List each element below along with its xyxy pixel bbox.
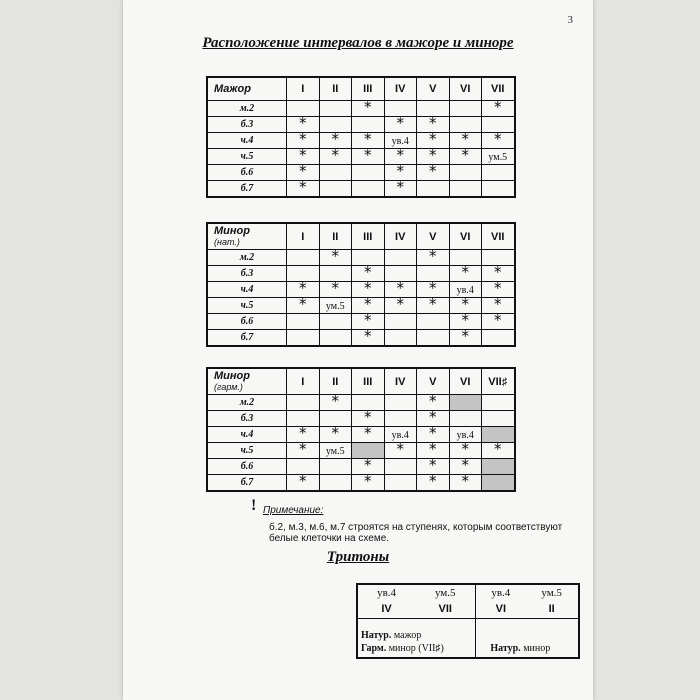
interval-label: б.6	[207, 314, 287, 330]
asterisk-mark: *	[299, 424, 307, 442]
interval-cell	[319, 443, 352, 459]
interval-cell	[319, 165, 352, 181]
degree-header: I	[287, 77, 320, 101]
asterisk-mark: *	[364, 424, 372, 442]
interval-cell	[352, 146, 385, 165]
tritones-table	[356, 583, 580, 659]
tritones-title: Тритоны	[326, 549, 390, 565]
interval-cell	[352, 165, 385, 181]
degree-header: I	[287, 223, 320, 250]
table-row	[207, 149, 515, 165]
asterisk-mark: *	[461, 130, 469, 148]
asterisk-mark: *	[364, 279, 372, 297]
asterisk-mark: *	[364, 98, 372, 116]
interval-cell	[449, 327, 482, 347]
tritone-right-footer	[476, 619, 579, 659]
tritone-natural-minor-label: минор	[520, 643, 551, 654]
interval-cell	[319, 298, 352, 314]
asterisk-mark: *	[299, 295, 307, 313]
interval-cell	[319, 279, 352, 298]
asterisk-mark: *	[429, 279, 437, 297]
asterisk-mark: *	[299, 162, 307, 180]
cell-text: ум.5	[325, 445, 345, 457]
table-header	[207, 223, 287, 250]
interval-label: б.7	[207, 181, 287, 198]
interval-cell	[384, 250, 417, 266]
interval-cell	[287, 314, 320, 330]
degree-header: VI	[449, 368, 482, 395]
interval-cell	[319, 392, 352, 411]
asterisk-mark: *	[494, 98, 502, 116]
asterisk-mark: *	[364, 472, 372, 490]
tritone-degree: IV	[381, 603, 392, 615]
asterisk-mark: *	[396, 146, 404, 164]
tritone-degree: VI	[495, 603, 507, 615]
interval-cell	[417, 472, 450, 492]
cell-text: ум.5	[488, 151, 508, 163]
degree-header: III	[352, 368, 385, 395]
interval-cell	[417, 181, 450, 198]
degree-header: VI	[449, 77, 482, 101]
interval-cell	[352, 181, 385, 198]
asterisk-mark: *	[331, 130, 339, 148]
asterisk-mark: *	[396, 114, 404, 132]
asterisk-mark: *	[331, 146, 339, 164]
interval-label: б.6	[207, 165, 287, 181]
interval-cell	[449, 411, 482, 427]
interval-cell	[449, 263, 482, 282]
asterisk-mark: *	[429, 440, 437, 458]
asterisk-mark: *	[396, 440, 404, 458]
interval-cell	[352, 327, 385, 347]
interval-cell	[319, 475, 352, 492]
interval-cell	[319, 101, 352, 117]
interval-cell	[482, 181, 515, 198]
table-row	[207, 101, 515, 117]
interval-label: ч.5	[207, 149, 287, 165]
degree-header: VII♯	[482, 368, 515, 395]
cell-text: ув.4	[456, 284, 474, 296]
tritone-interval: ум.5	[415, 584, 476, 601]
table-row	[207, 330, 515, 347]
interval-cell	[482, 311, 515, 330]
asterisk-mark: *	[331, 279, 339, 297]
asterisk-mark: *	[429, 295, 437, 313]
interval-cell	[287, 330, 320, 347]
interval-cell	[352, 424, 385, 443]
asterisk-mark: *	[429, 456, 437, 474]
interval-cell	[449, 165, 482, 181]
asterisk-mark: *	[396, 178, 404, 196]
asterisk-mark: *	[396, 162, 404, 180]
asterisk-mark: *	[461, 472, 469, 490]
asterisk-mark: *	[299, 472, 307, 490]
interval-cell	[287, 250, 320, 266]
asterisk-mark: *	[331, 392, 339, 410]
asterisk-mark: *	[494, 263, 502, 281]
asterisk-mark: *	[429, 408, 437, 426]
asterisk-mark: *	[364, 295, 372, 313]
interval-cell	[417, 314, 450, 330]
cell-text: ув.4	[456, 429, 474, 441]
interval-cell	[482, 440, 515, 459]
asterisk-mark: *	[429, 247, 437, 265]
degree-header: VII	[482, 223, 515, 250]
table-row	[207, 395, 515, 411]
table-row	[207, 165, 515, 181]
asterisk-mark: *	[364, 456, 372, 474]
table-row	[207, 411, 515, 427]
page-title: Расположение интервалов в мажоре и миноре	[202, 35, 514, 51]
page-number: 3	[567, 14, 573, 26]
asterisk-mark: *	[494, 130, 502, 148]
degree-header: V	[417, 223, 450, 250]
asterisk-mark: *	[396, 279, 404, 297]
table-row	[207, 475, 515, 492]
degree-header: III	[352, 223, 385, 250]
asterisk-mark: *	[429, 392, 437, 410]
interval-cell	[319, 314, 352, 330]
interval-cell	[384, 314, 417, 330]
interval-cell	[352, 98, 385, 117]
asterisk-mark: *	[331, 424, 339, 442]
interval-cell	[384, 411, 417, 427]
degree-header: III	[352, 77, 385, 101]
interval-cell	[287, 395, 320, 411]
asterisk-mark: *	[299, 146, 307, 164]
interval-cell	[384, 440, 417, 459]
interval-cell	[417, 330, 450, 347]
interval-label: б.7	[207, 475, 287, 492]
interval-cell	[482, 475, 515, 492]
asterisk-mark: *	[299, 114, 307, 132]
interval-cell	[384, 459, 417, 475]
interval-label: м.2	[207, 101, 287, 117]
interval-cell	[482, 411, 515, 427]
asterisk-mark: *	[299, 440, 307, 458]
tritone-harmonic-label: Гарм.	[361, 643, 387, 654]
tritone-degree: II	[548, 603, 555, 615]
document-page	[123, 0, 593, 700]
asterisk-mark: *	[364, 327, 372, 345]
asterisk-mark: *	[364, 263, 372, 281]
asterisk-mark: *	[494, 440, 502, 458]
table-header	[207, 77, 287, 101]
degree-header: IV	[384, 368, 417, 395]
interval-label: ч.4	[207, 427, 287, 443]
interval-cell	[482, 459, 515, 475]
asterisk-mark: *	[429, 146, 437, 164]
asterisk-mark: *	[461, 440, 469, 458]
degree-header: V	[417, 368, 450, 395]
interval-table-2	[206, 222, 516, 347]
interval-cell	[319, 247, 352, 266]
asterisk-mark: *	[461, 311, 469, 329]
table-header-label: Мажор	[214, 82, 251, 95]
interval-cell	[319, 146, 352, 165]
asterisk-mark: *	[461, 263, 469, 281]
interval-cell	[482, 395, 515, 411]
table-row	[207, 181, 515, 198]
tritone-left-footer	[357, 619, 476, 659]
note-title: Примечание:	[263, 505, 324, 516]
asterisk-mark: *	[429, 424, 437, 442]
interval-table-1	[206, 76, 516, 198]
interval-label: ч.5	[207, 443, 287, 459]
asterisk-mark: *	[461, 456, 469, 474]
note-text: б.2, м.3, м.6, м.7 строятся на ступенях, которым соответствуют белые клеточки на схеме.	[269, 522, 563, 544]
interval-label: ч.5	[207, 298, 287, 314]
interval-cell	[482, 98, 515, 117]
interval-cell	[417, 247, 450, 266]
interval-cell	[287, 178, 320, 198]
interval-label: м.2	[207, 250, 287, 266]
table-header-label: Минор	[214, 224, 250, 237]
degree-header: IV	[384, 223, 417, 250]
interval-label: б.7	[207, 330, 287, 347]
asterisk-mark: *	[331, 247, 339, 265]
asterisk-mark: *	[299, 178, 307, 196]
asterisk-mark: *	[494, 295, 502, 313]
interval-label: б.6	[207, 459, 287, 475]
interval-cell	[449, 395, 482, 411]
tritone-degree: VII	[415, 601, 476, 619]
tritone-major-label: мажор	[391, 630, 422, 641]
interval-cell	[482, 330, 515, 347]
degree-header: V	[417, 77, 450, 101]
tritone-natural-label: Натур.	[490, 643, 521, 654]
interval-cell	[319, 330, 352, 347]
asterisk-mark: *	[364, 146, 372, 164]
degree-header: II	[319, 368, 352, 395]
asterisk-mark: *	[364, 408, 372, 426]
asterisk-mark: *	[299, 130, 307, 148]
asterisk-mark: *	[364, 311, 372, 329]
interval-label: ч.4	[207, 133, 287, 149]
interval-cell	[482, 165, 515, 181]
asterisk-mark: *	[461, 327, 469, 345]
asterisk-mark: *	[429, 162, 437, 180]
cell-text: ув.4	[391, 135, 409, 147]
tritone-harmonic-minor-label: минор (VII♯)	[386, 643, 444, 654]
interval-cell	[482, 130, 515, 149]
degree-header: II	[319, 77, 352, 101]
asterisk-mark: *	[429, 472, 437, 490]
note-exclamation-icon: !	[251, 497, 257, 514]
interval-cell	[417, 162, 450, 181]
table-header	[207, 368, 287, 395]
interval-cell	[449, 101, 482, 117]
interval-cell	[384, 395, 417, 411]
interval-cell	[449, 181, 482, 198]
asterisk-mark: *	[461, 295, 469, 313]
asterisk-mark: *	[494, 279, 502, 297]
degree-header: VII	[482, 77, 515, 101]
interval-label: ч.4	[207, 282, 287, 298]
interval-cell	[482, 149, 515, 165]
degree-header: I	[287, 368, 320, 395]
table-header-label: Минор	[214, 369, 250, 382]
asterisk-mark: *	[396, 295, 404, 313]
interval-cell	[384, 330, 417, 347]
interval-cell	[384, 475, 417, 492]
interval-cell	[287, 472, 320, 492]
interval-cell	[352, 472, 385, 492]
tritone-interval: ум.5	[541, 587, 562, 599]
interval-table-3	[206, 367, 516, 492]
interval-label: б.3	[207, 117, 287, 133]
degree-header: II	[319, 223, 352, 250]
interval-cell	[384, 178, 417, 198]
interval-cell	[319, 424, 352, 443]
interval-label: б.3	[207, 411, 287, 427]
table-header-sub: (гарм.)	[214, 381, 243, 392]
interval-cell	[287, 295, 320, 314]
tritone-natural-label: Натур.	[361, 630, 392, 641]
interval-label: б.3	[207, 266, 287, 282]
interval-cell	[287, 440, 320, 459]
tritone-interval: ув.4	[377, 587, 397, 599]
degree-header: VI	[449, 223, 482, 250]
cell-text: ум.5	[325, 300, 345, 312]
interval-cell	[417, 295, 450, 314]
interval-cell	[319, 459, 352, 475]
interval-cell	[319, 181, 352, 198]
interval-cell	[449, 472, 482, 492]
interval-cell	[384, 295, 417, 314]
table-header-sub: (нат.)	[214, 236, 240, 247]
asterisk-mark: *	[429, 130, 437, 148]
table-row	[207, 266, 515, 282]
interval-cell	[449, 146, 482, 165]
tritone-interval: ув.4	[491, 587, 511, 599]
asterisk-mark: *	[461, 146, 469, 164]
asterisk-mark: *	[364, 130, 372, 148]
asterisk-mark: *	[299, 279, 307, 297]
degree-header: IV	[384, 77, 417, 101]
asterisk-mark: *	[494, 311, 502, 329]
interval-label: м.2	[207, 395, 287, 411]
asterisk-mark: *	[429, 114, 437, 132]
cell-text: ув.4	[391, 429, 409, 441]
interval-cell	[384, 114, 417, 133]
